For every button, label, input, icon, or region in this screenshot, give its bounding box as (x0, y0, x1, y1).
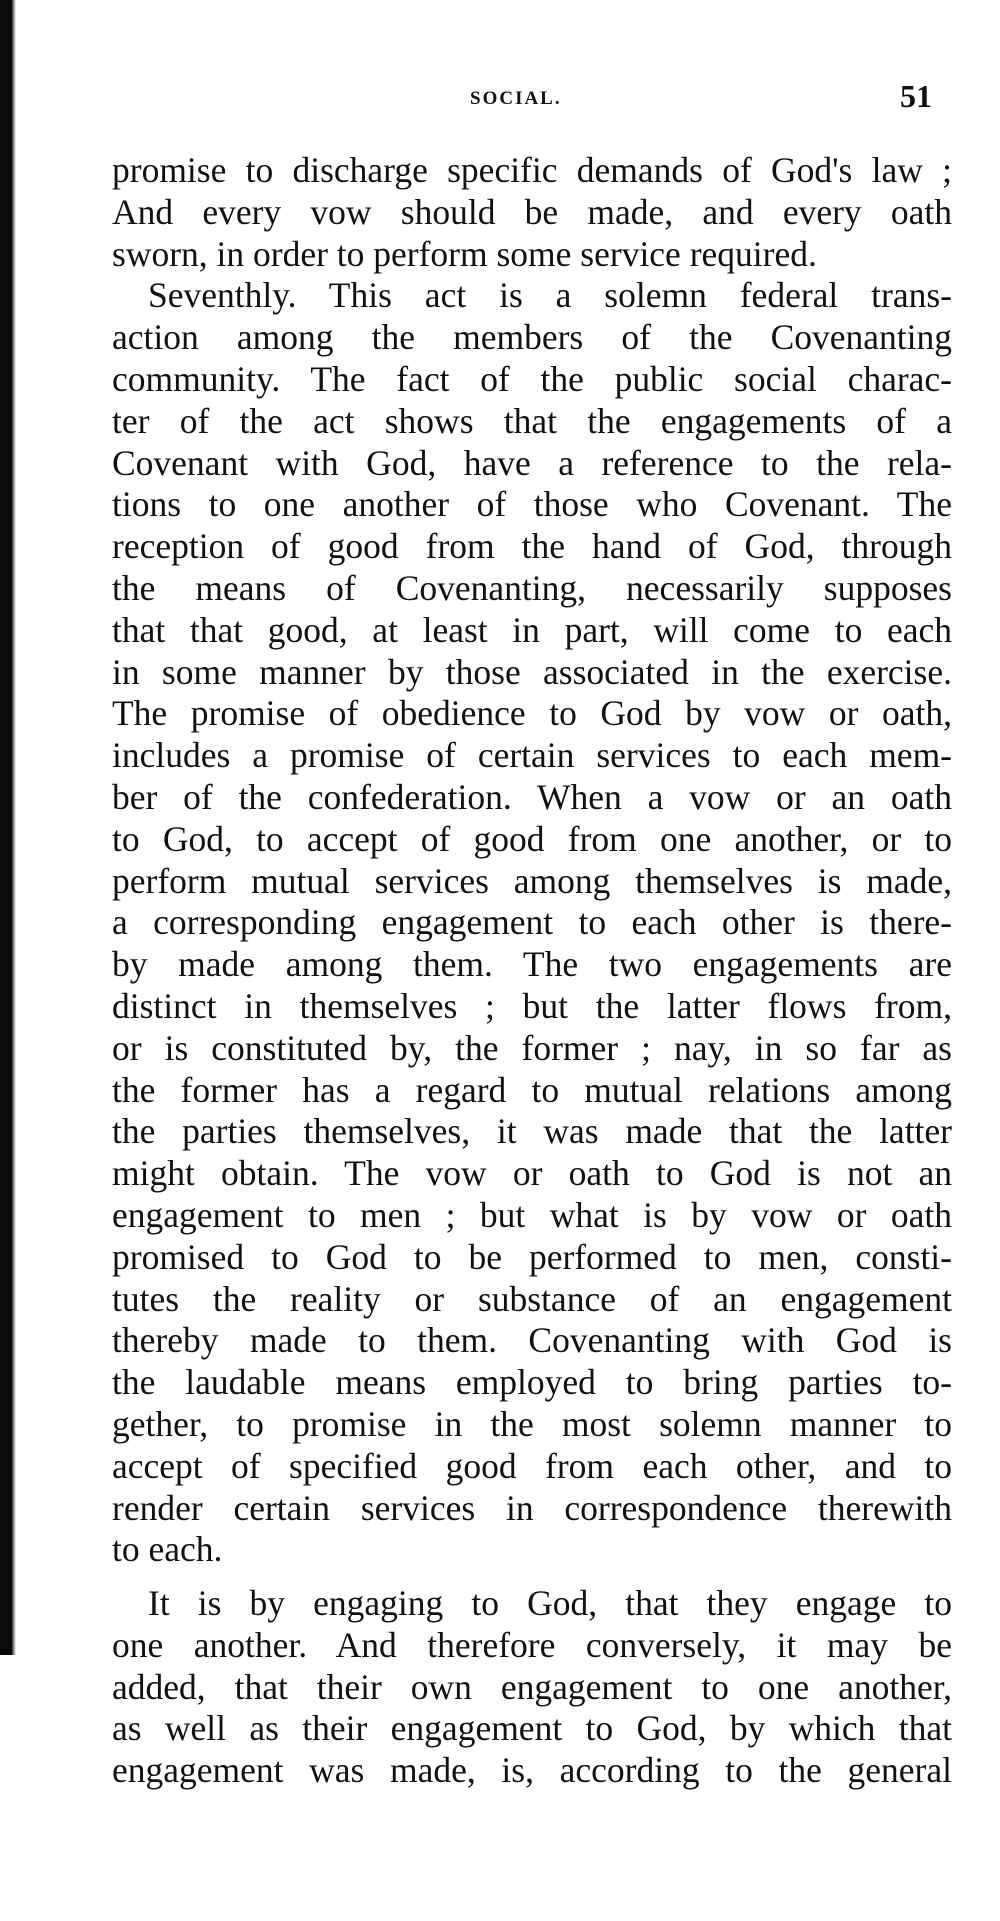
text-line: thereby made to them. Covenanting with God is (112, 1320, 952, 1361)
text-line: by made among them. The two engagements are (112, 944, 952, 985)
paragraph (112, 275, 952, 1571)
paragraph (112, 150, 952, 275)
text-line: the parties themselves, it was made that the latter (112, 1111, 952, 1152)
running-head: SOCIAL. (470, 88, 562, 109)
text-line: promised to God to be performed to men, consti- (112, 1236, 952, 1277)
text-line: Seventhly. This act is a solemn federal trans- (148, 275, 952, 316)
text-line: community. The fact of the public social charac- (112, 358, 952, 399)
text-line: promise to discharge specific demands of God's law ; (112, 150, 952, 190)
text-line: action among the members of the Covenanting (112, 317, 952, 358)
page-header (0, 78, 1000, 118)
text-line: ter of the act shows that the engagements of a (112, 400, 952, 441)
text-line: sworn, in order to perform some service required. (112, 233, 817, 274)
paragraph (112, 1583, 952, 1792)
text-line: distinct in themselves ; but the latter flows from, (112, 985, 952, 1026)
text-line: the laudable means employed to bring parties to- (112, 1362, 952, 1403)
text-line: tions to one another of those who Covenant. The (112, 484, 952, 525)
text-line: to God, to accept of good from one another, or to (112, 818, 952, 859)
text-line: that that good, at least in part, will come to each (112, 609, 952, 650)
body-text (112, 150, 952, 1792)
text-line: includes a promise of certain services to each mem- (112, 735, 952, 776)
text-line: tutes the reality or substance of an engagement (112, 1278, 952, 1319)
text-line: It is by engaging to God, that they engage to (148, 1583, 952, 1624)
page-gutter-shadow (0, 0, 12, 1655)
text-line: engagement was made, is, according to the general (112, 1750, 952, 1791)
text-line: The promise of obedience to God by vow or oath, (112, 693, 952, 734)
text-line: the means of Covenanting, necessarily supposes (112, 567, 952, 608)
text-line: render certain services in correspondence therewith (112, 1487, 952, 1528)
text-line: a corresponding engagement to each other is there- (112, 902, 952, 943)
text-line: as well as their engagement to God, by which that (112, 1708, 952, 1749)
text-line: or is constituted by, the former ; nay, in so far as (112, 1027, 952, 1068)
text-line: engagement to men ; but what is by vow or oath (112, 1194, 952, 1235)
text-line: gether, to promise in the most solemn manner to (112, 1403, 952, 1444)
text-line: reception of good from the hand of God, through (112, 526, 952, 567)
text-line: Covenant with God, have a reference to the rela- (112, 442, 952, 483)
text-line: one another. And therefore conversely, it may be (112, 1624, 952, 1665)
text-line: And every vow should be made, and every oath (112, 191, 952, 232)
text-line: accept of specified good from each other, and to (112, 1445, 952, 1486)
text-line: added, that their own engagement to one another, (112, 1666, 952, 1707)
page-number: 51 (900, 78, 932, 114)
text-line: to each. (112, 1529, 223, 1570)
text-line: in some manner by those associated in the exercise. (112, 651, 952, 692)
text-line: ber of the confederation. When a vow or an oath (112, 776, 952, 817)
text-line: perform mutual services among themselves is made, (112, 860, 952, 901)
text-line: the former has a regard to mutual relations among (112, 1069, 952, 1110)
text-line: might obtain. The vow or oath to God is not an (112, 1153, 952, 1194)
